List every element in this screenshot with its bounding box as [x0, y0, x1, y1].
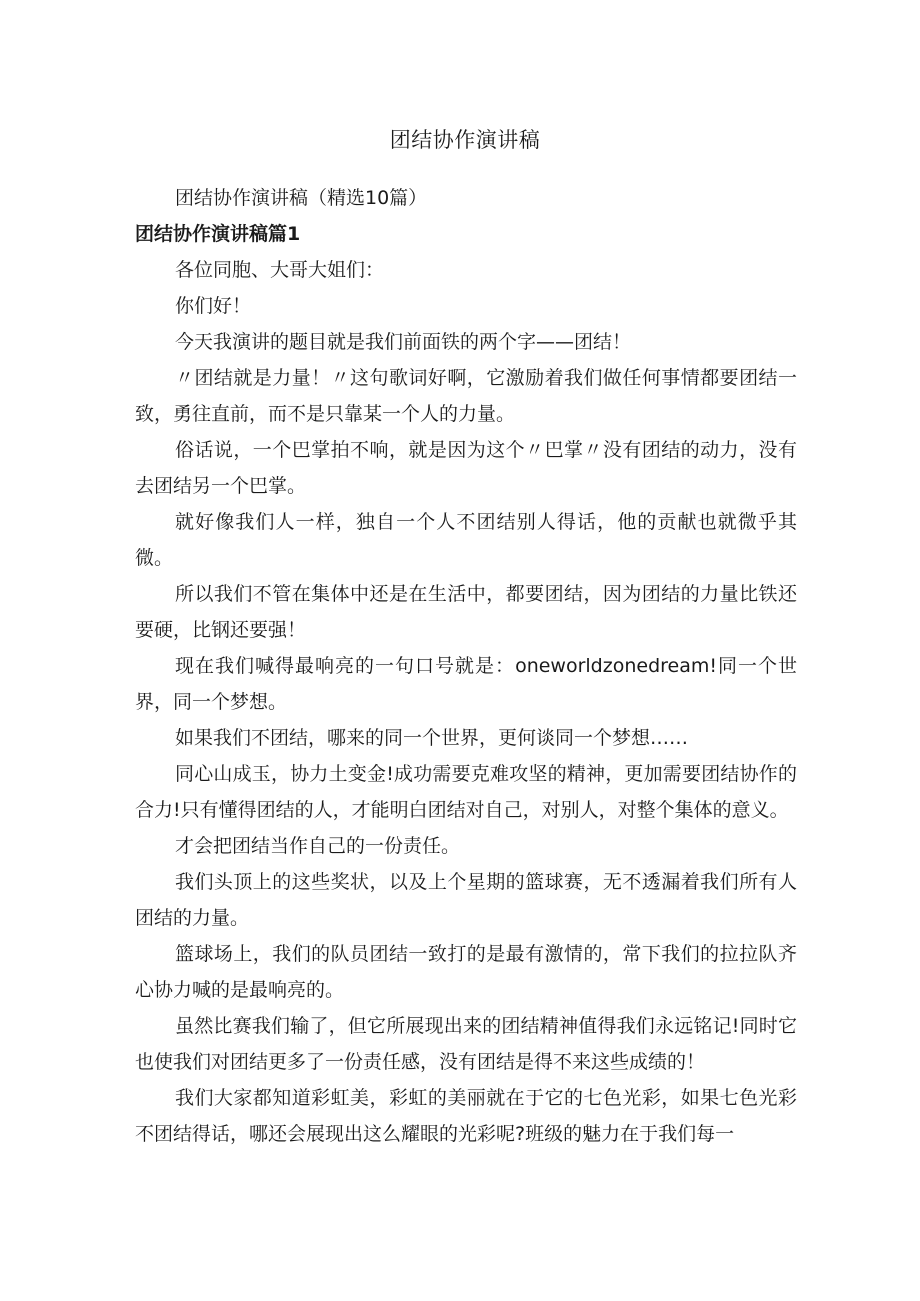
- paragraph: 所以我们不管在集体中还是在生活中，都要团结，因为团结的力量比铁还要硬，比钢还要强！: [135, 583, 797, 641]
- paragraph: 才会把团结当作自己的一份责任。: [175, 835, 461, 857]
- paragraph: 今天我演讲的题目就是我们前面铁的两个字——团结！: [175, 331, 632, 353]
- document-subtitle: 团结协作演讲稿（精选10篇）: [175, 187, 428, 209]
- paragraph: 同心山成玉，协力土变金!成功需要克难攻坚的精神，更加需要团结协作的合力!只有懂得团结的人，才能明白团结对自己，对别人，对整个集体的意义。: [135, 763, 797, 821]
- paragraph: 虽然比赛我们输了，但它所展现出来的团结精神值得我们永远铭记!同时它也使我们对团结更多了一份责任感，没有团结是得不来这些成绩的！: [135, 1015, 797, 1073]
- document-title: 团结协作演讲稿: [389, 128, 541, 152]
- paragraph: 就好像我们人一样，独自一个人不团结别人得话，他的贡献也就微乎其微。: [135, 511, 797, 569]
- paragraph: 〃团结就是力量！〃这句歌词好啊，它激励着我们做任何事情都要团结一致，勇往直前，而不是只靠某一个人的力量。: [135, 367, 797, 425]
- paragraph: 你们好！: [175, 295, 252, 317]
- section-heading: 团结协作演讲稿篇1: [135, 223, 301, 245]
- paragraph: 我们大家都知道彩虹美，彩虹的美丽就在于它的七色光彩，如果七色光彩不团结得话，哪还会展现出这么耀眼的光彩呢?班级的魅力在于我们每一: [135, 1087, 797, 1145]
- paragraph: 篮球场上，我们的队员团结一致打的是最有激情的，常下我们的拉拉队齐心协力喊的是最响亮的。: [135, 943, 797, 1001]
- document-body: [135, 180, 797, 1152]
- paragraph: 现在我们喊得最响亮的一句口号就是：oneworldzonedream!同一个世界，同一个梦想。: [135, 655, 797, 713]
- paragraph: 如果我们不团结，哪来的同一个世界，更何谈同一个梦想……: [175, 727, 689, 749]
- paragraph: 我们头顶上的这些奖状，以及上个星期的篮球赛，无不透漏着我们所有人团结的力量。: [135, 871, 797, 929]
- paragraph: 各位同胞、大哥大姐们：: [175, 259, 385, 281]
- paragraph: 俗话说，一个巴掌拍不响，就是因为这个〃巴掌〃没有团结的动力，没有去团结另一个巴掌。: [135, 439, 797, 497]
